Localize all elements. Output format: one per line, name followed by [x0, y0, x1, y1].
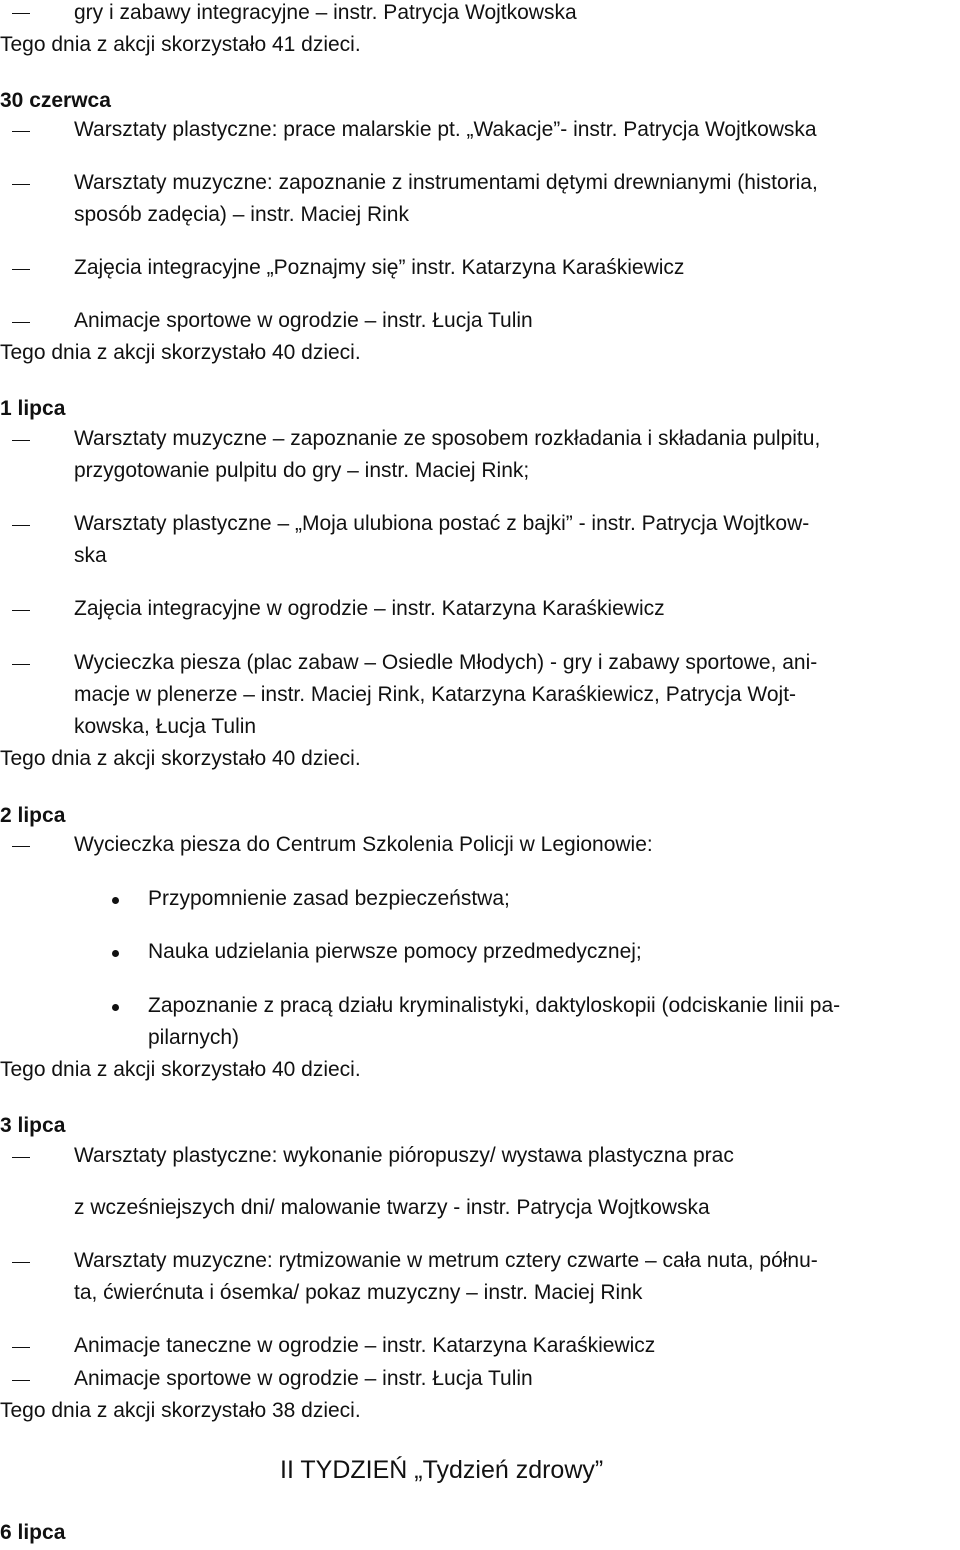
list-item: Wycieczka piesza (plac zabaw – Osiedle Młodych) - gry i zabawy sportowe, ani- [74, 651, 818, 674]
list-item: Warsztaty plastyczne: wykonanie pióropuszy/ wystawa plastyczna prac [74, 1144, 734, 1167]
list-item-continuation: z wcześniejszych dni/ malowanie twarzy - instr. Patrycja Wojtkowska [74, 1196, 710, 1219]
list-item: gry i zabawy integracyjne – instr. Patrycja Wojtkowska [74, 1, 577, 24]
dash-bullet-icon [12, 1347, 30, 1348]
date-heading: 30 czerwca [0, 89, 111, 112]
list-item-continuation: sposób zadęcia) – instr. Maciej Rink [74, 203, 409, 226]
list-item: Wycieczka piesza do Centrum Szkolenia Policji w Legionowie: [74, 833, 653, 856]
dash-bullet-icon [12, 525, 30, 526]
dash-bullet-icon [12, 846, 30, 847]
list-item-continuation: ska [74, 544, 107, 567]
day-summary: Tego dnia z akcji skorzystało 40 dzieci. [0, 1058, 361, 1081]
dash-bullet-icon [12, 440, 30, 441]
dot-bullet-icon [112, 897, 119, 904]
list-item: Animacje taneczne w ogrodzie – instr. Katarzyna Karaśkiewicz [74, 1334, 656, 1357]
dash-bullet-icon [12, 322, 30, 323]
dash-bullet-icon [12, 610, 30, 611]
list-item-continuation: przygotowanie pulpitu do gry – instr. Maciej Rink; [74, 459, 530, 482]
date-heading: 3 lipca [0, 1114, 66, 1137]
list-item: Warsztaty plastyczne: prace malarskie pt. „Wakacje”- instr. Patrycja Wojtkowska [74, 118, 817, 141]
list-item-continuation: kowska, Łucja Tulin [74, 715, 257, 738]
list-item: Warsztaty muzyczne: rytmizowanie w metrum cztery czwarte – cała nuta, półnu- [74, 1249, 818, 1272]
list-item: Zajęcia integracyjne w ogrodzie – instr. Katarzyna Karaśkiewicz [74, 597, 665, 620]
day-summary: Tego dnia z akcji skorzystało 41 dzieci. [0, 33, 361, 56]
list-item: Warsztaty plastyczne – „Moja ulubiona postać z bajki” - instr. Patrycja Wojtkow- [74, 512, 810, 535]
dash-bullet-icon [12, 664, 30, 665]
list-item: Animacje sportowe w ogrodzie – instr. Łucja Tulin [74, 309, 533, 332]
week-heading: II TYDZIEŃ „Tydzień zdrowy” [280, 1456, 604, 1484]
date-heading: 1 lipca [0, 397, 66, 420]
sub-list-item: Przypomnienie zasad bezpieczeństwa; [148, 887, 510, 910]
dash-bullet-icon [12, 184, 30, 185]
dash-bullet-icon [12, 1262, 30, 1263]
dot-bullet-icon [112, 950, 119, 957]
list-item-continuation: ta, ćwierćnuta i ósemka/ pokaz muzyczny – instr. Maciej Rink [74, 1281, 643, 1304]
list-item: Zajęcia integracyjne „Poznajmy się” instr. Katarzyna Karaśkiewicz [74, 256, 685, 279]
dash-bullet-icon [12, 13, 30, 14]
dash-bullet-icon [12, 1157, 30, 1158]
sub-list-item: Nauka udzielania pierwsze pomocy przedmedycznej; [148, 940, 642, 963]
list-item-continuation: macje w plenerze – instr. Maciej Rink, Katarzyna Karaśkiewicz, Patrycja Wojt- [74, 683, 797, 706]
sub-list-item: Zapoznanie z pracą działu kryminalistyki, daktyloskopii (odciskanie linii pa- [148, 994, 841, 1017]
date-heading: 2 lipca [0, 804, 66, 827]
dash-bullet-icon [12, 1380, 30, 1381]
dash-bullet-icon [12, 131, 30, 132]
sub-list-item-continuation: pilarnych) [148, 1026, 240, 1049]
day-summary: Tego dnia z akcji skorzystało 40 dzieci. [0, 747, 361, 770]
date-heading: 6 lipca [0, 1521, 66, 1544]
dot-bullet-icon [112, 1004, 119, 1011]
list-item: Warsztaty muzyczne: zapoznanie z instrumentami dętymi drewnianymi (historia, [74, 171, 818, 194]
list-item: Animacje sportowe w ogrodzie – instr. Łucja Tulin [74, 1367, 533, 1390]
day-summary: Tego dnia z akcji skorzystało 38 dzieci. [0, 1399, 361, 1422]
list-item: Warsztaty muzyczne – zapoznanie ze sposobem rozkładania i składania pulpitu, [74, 427, 821, 450]
day-summary: Tego dnia z akcji skorzystało 40 dzieci. [0, 341, 361, 364]
dash-bullet-icon [12, 269, 30, 270]
